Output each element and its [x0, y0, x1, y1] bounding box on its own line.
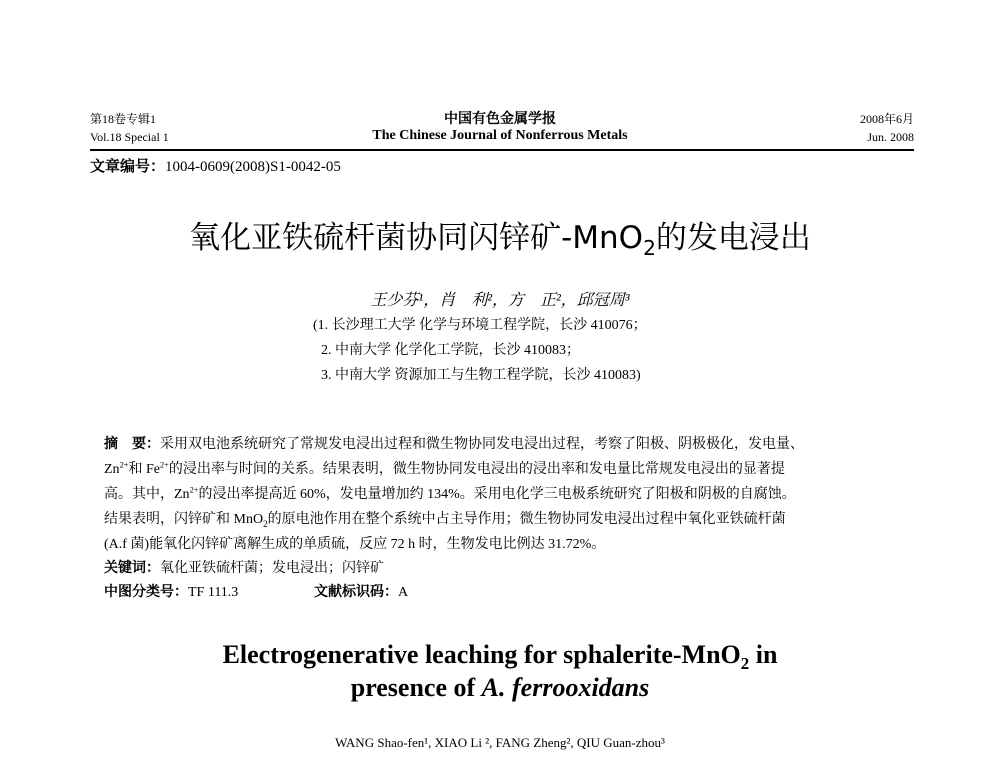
article-number-value: 1004-0609(2008)S1-0042-05 — [165, 159, 341, 175]
abstract-line — [104, 483, 796, 503]
keywords — [104, 557, 384, 577]
title-en-line1 — [0, 640, 1000, 674]
abstract-text: Zn — [104, 462, 120, 477]
abstract-sup: 2+ — [189, 485, 199, 495]
abstract-sup: 2+ — [119, 460, 129, 470]
classification — [104, 581, 238, 601]
date-en: Jun. 2008 — [867, 130, 914, 144]
affiliation-1: (1. 长沙理工大学 化学与环境工程学院，长沙 410076； — [313, 318, 647, 333]
clc-label: 中图分类号： — [104, 585, 188, 600]
title-en-part: Electrogenerative leaching for sphalerite-MnO — [222, 640, 741, 669]
abstract-sup: 2+ — [159, 460, 169, 470]
abstract-sub: 2 — [263, 518, 268, 529]
doc-code-label: 文献标识码： — [314, 585, 398, 600]
article-number — [90, 155, 341, 176]
article-number-label: 文章编号： — [90, 159, 166, 175]
title-en-line2 — [0, 673, 1000, 703]
title-cn — [0, 212, 1000, 261]
journal-en: The Chinese Journal of Nonferrous Metals — [372, 128, 628, 143]
abstract-line — [104, 433, 804, 453]
abstract-text: 的原电池作用在整个系统中占主导作用；微生物协同发电浸出过程中氧化亚铁硫杆菌 — [267, 512, 786, 527]
authors-cn: 王少芬¹，肖 利²，方 正²，邱冠周³ — [370, 292, 630, 309]
affiliation-2: 2. 中南大学 化学化工学院，长沙 410083； — [321, 343, 580, 358]
volume-en: Vol.18 Special 1 — [90, 130, 169, 144]
document-code — [314, 581, 408, 601]
title-cn-part: 的发电浸出 — [655, 220, 811, 256]
volume-cn: 第18卷专辑1 — [90, 112, 157, 126]
abstract-text: 高。其中，Zn — [104, 487, 190, 502]
authors-en: WANG Shao-fen¹, XIAO Li ², FANG Zheng², QIU Guan-zhou³ — [335, 735, 665, 750]
abstract-text: 和 Fe — [128, 462, 160, 477]
abstract-text: 的浸出率提高近 60%，发电量增加约 134%。采用电化学三电极系统研究了阳极和阴极的自腐蚀。 — [198, 487, 796, 502]
title-cn-sub: 2 — [643, 236, 656, 261]
date-cn: 2008年6月 — [859, 112, 914, 126]
abstract-label: 摘 要： — [104, 437, 160, 452]
abstract-line — [104, 508, 786, 528]
header-rule — [90, 149, 914, 151]
title-cn-part: 氧化亚铁硫杆菌协同闪锌矿-MnO — [189, 220, 644, 256]
abstract-text: 采用双电池系统研究了常规发电浸出过程和微生物协同发电浸出过程，考察了阳极、阴极极化，发电量、 — [160, 437, 804, 452]
journal-cn: 中国有色金属学报 — [444, 112, 556, 127]
abstract-text: 的浸出率与时间的关系。结果表明，微生物协同发电浸出的浸出率和发电量比常规发电浸出的显著提 — [168, 462, 785, 477]
affiliation-3: 3. 中南大学 资源加工与生物工程学院，长沙 410083) — [321, 368, 641, 383]
clc-value: TF 111.3 — [188, 585, 239, 600]
abstract-line — [104, 458, 785, 478]
abstract-line: (A.f 菌)能氧化闪锌矿离解生成的单质硫，反应 72 h 时，生物发电比例达 31.72%。 — [104, 537, 606, 552]
keywords-text: 氧化亚铁硫杆菌；发电浸出；闪锌矿 — [160, 561, 384, 576]
title-en-part: in — [749, 640, 778, 669]
title-en-part: presence of — [350, 673, 482, 702]
abstract-text: 结果表明，闪锌矿和 MnO — [104, 512, 264, 527]
title-en-sub: 2 — [740, 654, 750, 674]
title-en-species: A. ferrooxidans — [481, 673, 650, 702]
keywords-label: 关键词： — [104, 561, 160, 576]
doc-code-value: A — [398, 585, 409, 600]
